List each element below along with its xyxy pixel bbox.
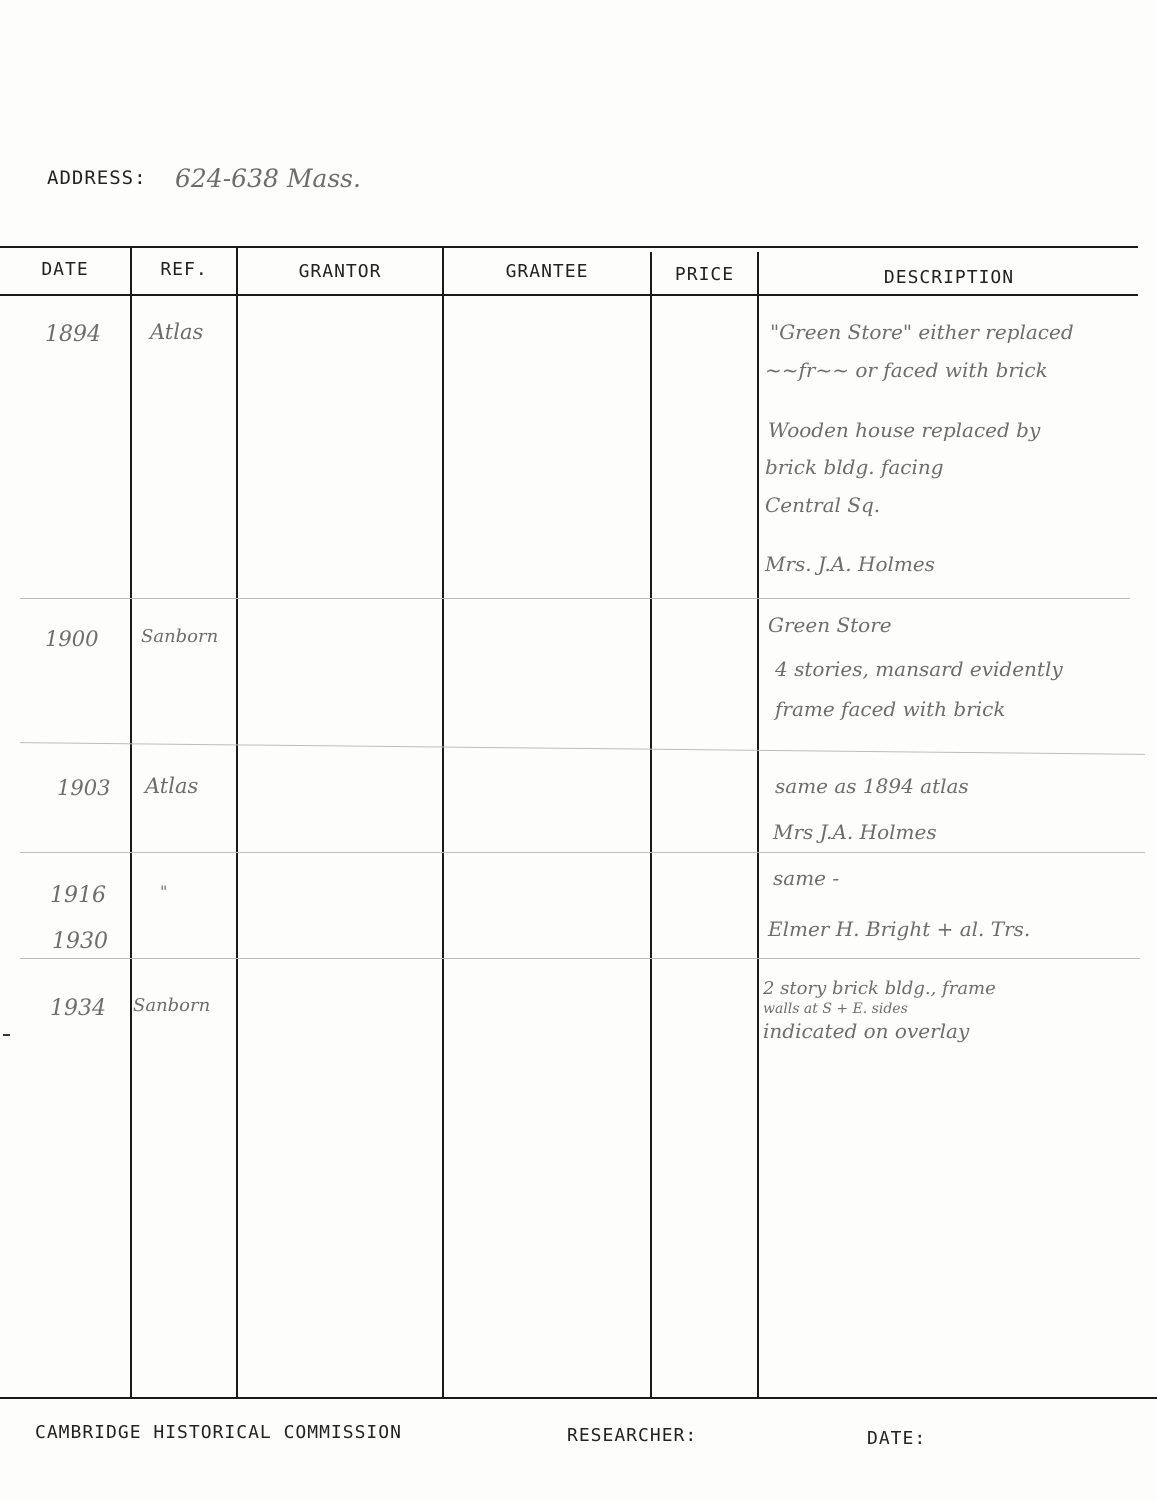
address-value: 624-638 Mass.: [175, 164, 361, 193]
entry-description-line: "Green Store" either replaced: [770, 320, 1074, 344]
entry-date: 1900: [45, 627, 99, 651]
entry-description-line: brick bldg. facing: [765, 455, 944, 479]
table-top-rule: [0, 246, 1138, 248]
entry-ref: ": [160, 882, 168, 901]
row-separator: [20, 742, 1145, 755]
entry-date: 1903: [57, 776, 111, 800]
footer-researcher-label: RESEARCHER:: [567, 1425, 698, 1446]
column-header-description: DESCRIPTION: [883, 267, 1015, 288]
entry-description-line: Wooden house replaced by: [768, 418, 1041, 442]
column-header-grantee: GRANTEE: [505, 261, 589, 282]
entry-date: 1930: [52, 929, 108, 954]
entry-description-line: indicated on overlay: [763, 1019, 970, 1043]
entry-description-line: Green Store: [768, 613, 892, 637]
margin-mark: [3, 1034, 10, 1036]
column-header-date: DATE: [41, 259, 89, 280]
table-header-rule: [0, 294, 1138, 296]
column-header-price: PRICE: [674, 264, 735, 285]
entry-description-line: frame faced with brick: [775, 697, 1006, 721]
address-label: ADDRESS:: [47, 167, 147, 189]
entry-description-line: Elmer H. Bright + al. Trs.: [768, 917, 1031, 941]
entry-description-line: ~~fr~~ or faced with brick: [765, 358, 1048, 382]
column-divider-grantor: [442, 246, 444, 1397]
row-separator: [20, 958, 1140, 959]
column-divider-date: [130, 246, 132, 1397]
entry-description-line: Central Sq.: [765, 493, 881, 517]
column-divider-price: [757, 252, 759, 1397]
row-separator: [20, 598, 1130, 599]
entry-date: 1934: [50, 996, 106, 1021]
entry-ref: Sanborn: [141, 626, 219, 647]
entry-date: 1894: [45, 322, 101, 347]
entry-description-line: same as 1894 atlas: [775, 774, 969, 798]
entry-description-line: Mrs. J.A. Holmes: [765, 552, 935, 576]
entry-date: 1916: [50, 883, 106, 908]
entry-description-line: Mrs J.A. Holmes: [773, 820, 937, 844]
entry-description-line: 4 stories, mansard evidently: [775, 657, 1063, 681]
table-bottom-rule: [0, 1397, 1157, 1399]
column-divider-grantee: [650, 252, 652, 1397]
entry-ref: Atlas: [145, 774, 199, 798]
entry-description-line: same -: [773, 866, 840, 890]
footer-date-label: DATE:: [867, 1428, 927, 1449]
column-header-ref: REF.: [160, 259, 208, 280]
footer-organization: CAMBRIDGE HISTORICAL COMMISSION: [35, 1422, 402, 1443]
entry-description-line: walls at S + E. sides: [763, 1001, 908, 1017]
column-divider-ref: [236, 246, 238, 1397]
column-header-grantor: GRANTOR: [298, 261, 382, 282]
entry-ref: Sanborn: [133, 995, 211, 1016]
entry-description-line: 2 story brick bldg., frame: [763, 978, 996, 999]
entry-ref: Atlas: [150, 320, 204, 344]
row-separator: [20, 852, 1145, 853]
